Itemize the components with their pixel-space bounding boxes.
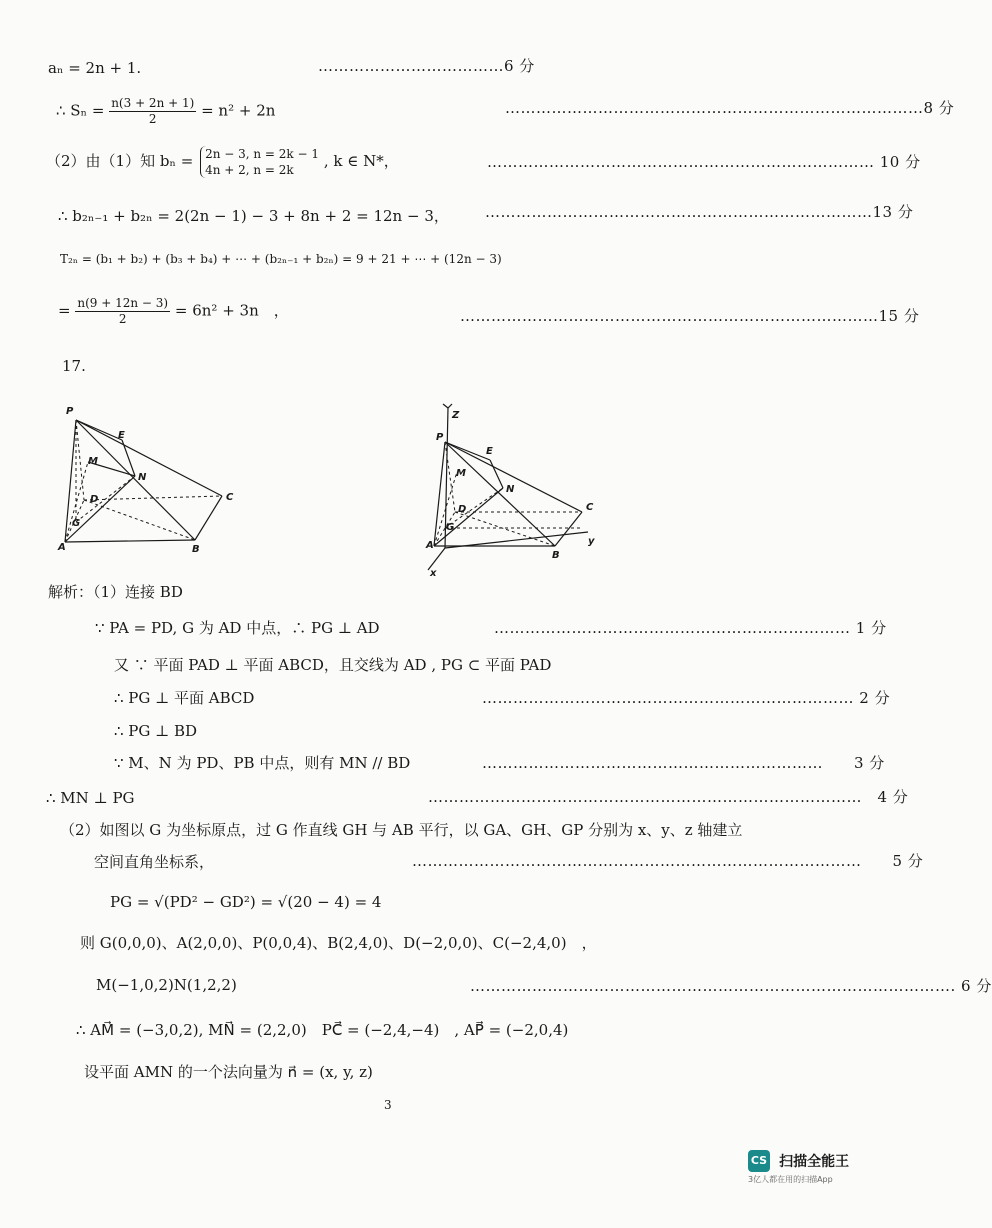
score-6b-dots: …………………………………………………………………………………. 6 分: [470, 977, 992, 995]
score-3-dots: ………………………………………………………… 3 分: [482, 754, 885, 772]
sum-denominator: 2: [118, 312, 127, 326]
label-c: C: [226, 492, 234, 503]
line-vectors: ∴ AM⃗ = (−3,0,2), MN⃗ = (2,2,0) PC⃗ = (−2,4,−4) , AP⃗ = (−2,0,4): [76, 1021, 569, 1039]
line-mn-perp-pg: ∴ MN ⊥ PG: [46, 789, 135, 807]
sn-prefix: ∴ Sₙ =: [56, 101, 105, 120]
line-sn: [56, 96, 275, 127]
label-b: B: [192, 544, 200, 555]
line-pg-length: PG = √(PD² − GD²) = √(20 − 4) = 4: [110, 893, 382, 911]
sn-denominator: 2: [148, 112, 157, 126]
pyramid-figure-2-coordinates: [410, 400, 620, 585]
watermark-title: 扫描全能王: [779, 1154, 850, 1170]
sum-prefix: =: [58, 301, 71, 320]
line-an: aₙ = 2n + 1.: [48, 59, 142, 77]
label-b: B: [552, 550, 560, 561]
solution-heading: 解析：（1）连接 BD: [48, 583, 183, 601]
label-p: P: [436, 432, 444, 443]
label-m: M: [88, 456, 98, 467]
label-d: D: [458, 504, 467, 515]
score-15-dots: ………………………………………………………………………15 分: [460, 307, 920, 325]
pyramid-figure-1: [50, 400, 250, 560]
line-pg-perp-abcd: ∴ PG ⊥ 平面 ABCD: [114, 689, 255, 707]
page-number: 3: [384, 1098, 392, 1112]
score-8-dots: ………………………………………………………………………8 分: [505, 99, 955, 117]
line-pg-perp-bd: ∴ PG ⊥ BD: [114, 722, 198, 740]
bn-prefix: （2）由（1）知 bₙ =: [46, 152, 194, 170]
label-n: N: [138, 472, 147, 483]
score-10-dots: ………………………………………………………………… 10 分: [487, 153, 921, 171]
line-normal-vector: 设平面 AMN 的一个法向量为 n⃗ = (x, y, z): [84, 1063, 373, 1081]
score-6-dots: ………………………………6 分: [318, 57, 535, 75]
label-d: D: [90, 494, 99, 505]
sum-result: = 6n² + 3n ，: [174, 301, 289, 320]
label-m: M: [456, 468, 466, 479]
label-c: C: [586, 502, 594, 513]
scanner-watermark: [748, 1150, 849, 1185]
line-pa-pd: ∵ PA = PD, G 为 AD 中点，∴ PG ⊥ AD: [95, 619, 380, 637]
label-z-axis: Z: [452, 410, 460, 421]
bn-cases: [200, 146, 319, 178]
sn-result: = n² + 2n: [201, 101, 276, 120]
score-5-dots: …………………………………………………………………………… 5 分: [412, 852, 924, 870]
line-t2n: T₂ₙ = (b₁ + b₂) + (b₃ + b₄) + ⋯ + (b₂ₙ₋₁ + b₂ₙ) = 9 + 21 + ⋯ + (12n − 3): [60, 252, 502, 266]
line-point-coordinates: 则 G(0,0,0)、A(2,0,0)、P(0,0,4)、B(2,4,0)、D(−2,0,0)、C(−2,4,0) ，: [80, 934, 597, 952]
watermark-subtitle: 3亿人都在用的扫描App: [748, 1175, 833, 1184]
line-mn-parallel-bd: ∵ M、N 为 PD、PB 中点，则有 MN // BD: [114, 754, 411, 772]
label-a: A: [58, 542, 66, 553]
line-mn-coordinates: M(−1,0,2)N(1,2,2): [96, 976, 237, 994]
line-coordinate-system: 空间直角坐标系，: [94, 853, 215, 871]
score-2-dots: ……………………………………………………………… 2 分: [482, 689, 891, 707]
line-coordinate-setup: （2）如图以 G 为坐标原点，过 G 作直线 GH 与 AB 平行，以 GA、GH、GP 分别为 x、y、z 轴建立: [60, 821, 743, 839]
label-a: A: [426, 540, 434, 551]
bn-case-odd: 2n − 3, n = 2k − 1: [205, 147, 320, 161]
bn-case-even: 4n + 2, n = 2k: [205, 163, 294, 177]
label-e: E: [486, 446, 493, 457]
line-bn: [46, 146, 399, 178]
label-p: P: [66, 406, 74, 417]
question-number: 17.: [62, 357, 86, 375]
label-x-axis: x: [430, 568, 437, 579]
sum-fraction: [75, 296, 170, 327]
line-planes-perpendicular: 又 ∵ 平面 PAD ⊥ 平面 ABCD，且交线为 AD , PG ⊂ 平面 PAD: [114, 656, 552, 674]
label-n: N: [506, 484, 515, 495]
sum-numerator: n(9 + 12n − 3): [77, 296, 169, 310]
score-1-dots: …………………………………………………………… 1 分: [494, 619, 887, 637]
label-g: G: [72, 518, 81, 529]
label-g: G: [446, 522, 455, 533]
line-b2n: ∴ b₂ₙ₋₁ + b₂ₙ = 2(2n − 1) − 3 + 8n + 2 = 12n − 3，: [58, 207, 449, 225]
score-4-dots: ………………………………………………………………………… 4 分: [428, 788, 909, 806]
sn-numerator: n(3 + 2n + 1): [111, 96, 195, 110]
score-13-dots: …………………………………………………………………13 分: [485, 203, 914, 221]
bn-suffix: , k ∈ N*，: [323, 152, 399, 170]
label-y-axis: y: [588, 536, 595, 547]
sn-fraction: [109, 96, 196, 127]
camscanner-logo-icon: CS: [748, 1150, 770, 1172]
label-e: E: [118, 430, 125, 441]
line-sum: [58, 296, 289, 327]
